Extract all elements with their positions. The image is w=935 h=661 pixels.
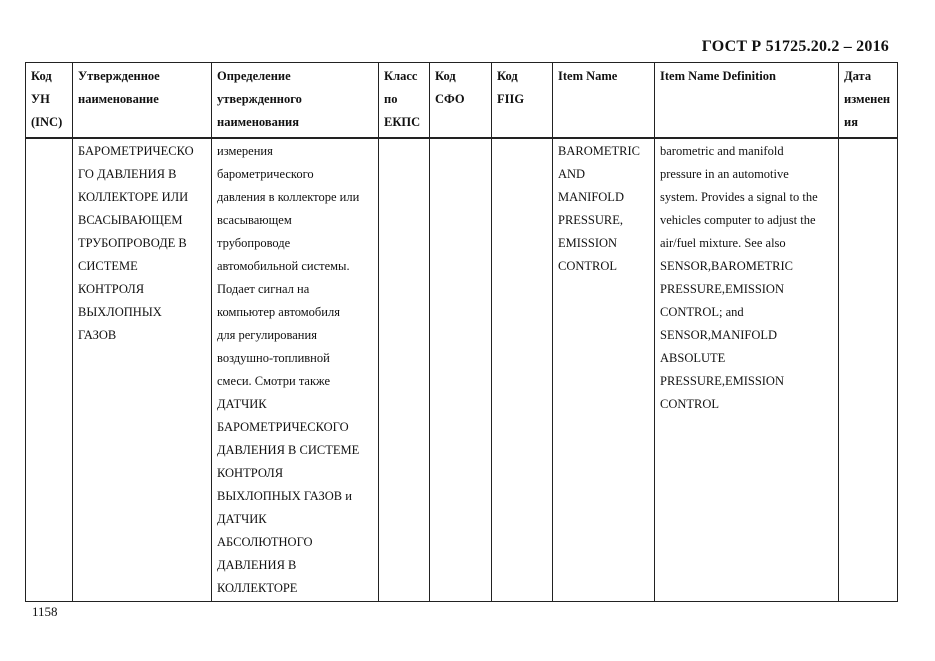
- cell-definition: измерения барометрического давления в коллекторе или всасывающем трубопроводе автомобильной системы. Подает сигнал на компьютер автомобиля для регулирования воздушно-топливной смеси. Смотри также ДАТЧИК БАРОМЕТРИЧЕСКОГО ДАВЛЕНИЯ В СИСТЕМЕ КОНТРОЛЯ ВЫХЛОПНЫХ ГАЗОВ и ДАТЧИК АБСОЛЮТНОГО ДАВЛЕНИЯ В КОЛЛЕКТОРЕ: [212, 138, 379, 602]
- cell-fiig-code: [492, 138, 553, 602]
- page-number: 1158: [32, 604, 58, 619]
- item-names-table: [25, 62, 898, 602]
- column-header-fiig-code: Код FIIG: [492, 63, 553, 139]
- table-header-row: [26, 63, 898, 139]
- column-header-item-name: Item Name: [553, 63, 655, 139]
- table-row: [26, 138, 898, 602]
- column-header-item-name-definition: Item Name Definition: [655, 63, 839, 139]
- cell-item-name: BAROMETRIC AND MANIFOLD PRESSURE, EMISSION CONTROL: [553, 138, 655, 602]
- cell-item-name-definition: barometric and manifold pressure in an automotive system. Provides a signal to the vehicles computer to adjust the air/fuel mixture. See also SENSOR,BAROMETRIC PRESSURE,EMISSION CONTROL; and SENSOR,MANIFOLD ABSOLUTE PRESSURE,EMISSION CONTROL: [655, 138, 839, 602]
- cell-sfo-code: [430, 138, 492, 602]
- column-header-ekps-class: Класс по ЕКПС: [379, 63, 430, 139]
- column-header-definition: Определение утвержденного наименования: [212, 63, 379, 139]
- cell-inc-code: [26, 138, 73, 602]
- column-header-inc-code: Код УН (INC): [26, 63, 73, 139]
- cell-ekps-class: [379, 138, 430, 602]
- cell-approved-name: БАРОМЕТРИЧЕСКО ГО ДАВЛЕНИЯ В КОЛЛЕКТОРЕ ИЛИ ВСАСЫВАЮЩЕМ ТРУБОПРОВОДЕ В СИСТЕМЕ КОНТРОЛЯ ВЫХЛОПНЫХ ГАЗОВ: [73, 138, 212, 602]
- column-header-sfo-code: Код СФО: [430, 63, 492, 139]
- column-header-approved-name: Утвержденное наименование: [73, 63, 212, 139]
- cell-change-date: [839, 138, 898, 602]
- document-standard-id: ГОСТ Р 51725.20.2 – 2016: [701, 38, 889, 55]
- column-header-change-date: Дата изменен ия: [839, 63, 898, 139]
